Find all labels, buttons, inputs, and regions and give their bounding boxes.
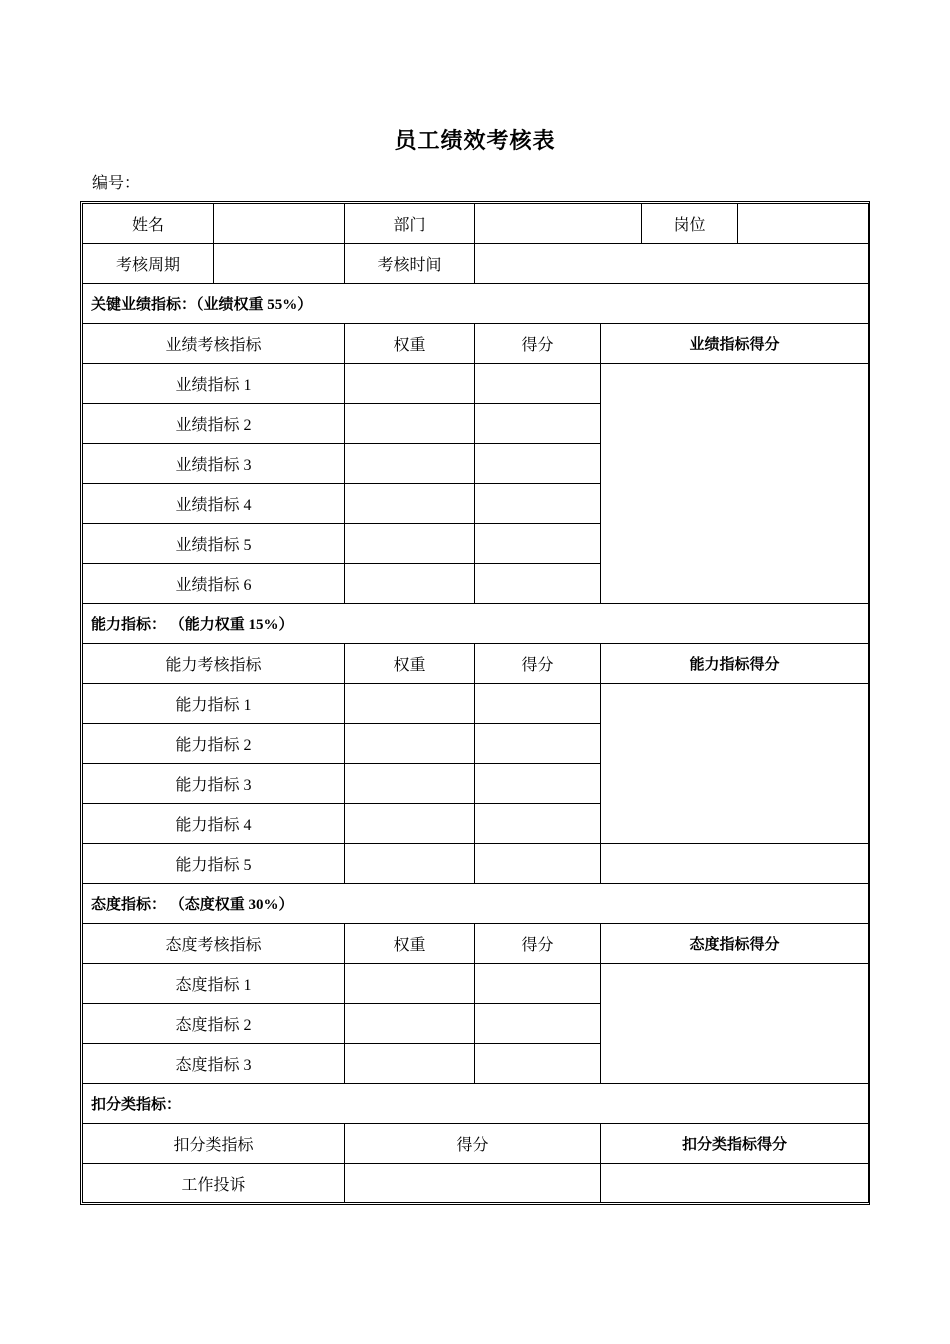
deduction-header-row (83, 1124, 869, 1164)
ability-indicator-1: 能力指标 1 (83, 684, 345, 724)
weight-field[interactable] (345, 564, 475, 604)
department-field[interactable] (475, 204, 642, 244)
weight-field[interactable] (345, 724, 475, 764)
score-field[interactable] (345, 1164, 601, 1203)
attitude-weight-header: 权重 (345, 924, 475, 964)
score-field[interactable] (475, 364, 601, 404)
weight-field[interactable] (345, 444, 475, 484)
ability-indicator-2: 能力指标 2 (83, 724, 345, 764)
score-field[interactable] (475, 1044, 601, 1084)
performance-header-row (83, 324, 869, 364)
score-field[interactable] (475, 844, 601, 884)
time-label: 考核时间 (345, 244, 475, 284)
attitude-indicator-2: 态度指标 2 (83, 1004, 345, 1044)
performance-section-title: 关键业绩指标：（业绩权重 55%） (83, 284, 869, 324)
performance-score-header: 得分 (475, 324, 601, 364)
weight-field[interactable] (345, 404, 475, 444)
attitude-indicator-header: 态度考核指标 (83, 924, 345, 964)
ability-indicator-4: 能力指标 4 (83, 804, 345, 844)
score-field[interactable] (475, 524, 601, 564)
appraisal-form (80, 201, 870, 1205)
department-label: 部门 (345, 204, 475, 244)
appraisal-table (82, 203, 869, 1203)
deduction-indicator-header: 扣分类指标 (83, 1124, 345, 1164)
performance-indicator-4: 业绩指标 4 (83, 484, 345, 524)
ability-indicator-5: 能力指标 5 (83, 844, 345, 884)
score-field[interactable] (475, 444, 601, 484)
deduction-total-field[interactable] (601, 1164, 869, 1203)
name-field[interactable] (214, 204, 345, 244)
ability-section-title: 能力指标： （能力权重 15%） (83, 604, 869, 644)
weight-field[interactable] (345, 684, 475, 724)
time-field[interactable] (475, 244, 869, 284)
deduction-indicator-1: 工作投诉 (83, 1164, 345, 1203)
attitude-indicator-1: 态度指标 1 (83, 964, 345, 1004)
ability-total-field[interactable] (601, 684, 869, 844)
performance-indicator-2: 业绩指标 2 (83, 404, 345, 444)
attitude-section-row (83, 884, 869, 924)
period-label: 考核周期 (83, 244, 214, 284)
name-label: 姓名 (83, 204, 214, 244)
weight-field[interactable] (345, 1004, 475, 1044)
score-field[interactable] (475, 964, 601, 1004)
weight-field[interactable] (345, 804, 475, 844)
attitude-header-row (83, 924, 869, 964)
ability-score-header: 得分 (475, 644, 601, 684)
position-field[interactable] (738, 204, 869, 244)
info-row-2 (83, 244, 869, 284)
weight-field[interactable] (345, 1044, 475, 1084)
info-row-1 (83, 204, 869, 244)
weight-field[interactable] (345, 964, 475, 1004)
attitude-indicator-3: 态度指标 3 (83, 1044, 345, 1084)
score-field[interactable] (475, 764, 601, 804)
deduction-total-header: 扣分类指标得分 (601, 1124, 869, 1164)
ability-section-row (83, 604, 869, 644)
deduction-score-header: 得分 (345, 1124, 601, 1164)
score-field[interactable] (475, 804, 601, 844)
table-row (83, 364, 869, 404)
ability-indicator-3: 能力指标 3 (83, 764, 345, 804)
table-row (83, 1164, 869, 1203)
performance-section-row (83, 284, 869, 324)
table-row (83, 964, 869, 1004)
ability-header-row (83, 644, 869, 684)
performance-indicator-5: 业绩指标 5 (83, 524, 345, 564)
performance-indicator-header: 业绩考核指标 (83, 324, 345, 364)
performance-total-header: 业绩指标得分 (601, 324, 869, 364)
attitude-score-header: 得分 (475, 924, 601, 964)
serial-number-label: 编号： (92, 175, 141, 192)
score-field[interactable] (475, 1004, 601, 1044)
score-field[interactable] (475, 564, 601, 604)
weight-field[interactable] (345, 764, 475, 804)
performance-weight-header: 权重 (345, 324, 475, 364)
score-field[interactable] (475, 684, 601, 724)
ability-weight-header: 权重 (345, 644, 475, 684)
performance-indicator-6: 业绩指标 6 (83, 564, 345, 604)
period-field[interactable] (214, 244, 345, 284)
attitude-total-header: 态度指标得分 (601, 924, 869, 964)
score-field[interactable] (475, 404, 601, 444)
performance-indicator-3: 业绩指标 3 (83, 444, 345, 484)
weight-field[interactable] (345, 844, 475, 884)
table-row (83, 684, 869, 724)
weight-field[interactable] (345, 484, 475, 524)
performance-total-field[interactable] (601, 364, 869, 604)
ability-total-header: 能力指标得分 (601, 644, 869, 684)
ability-indicator-header: 能力考核指标 (83, 644, 345, 684)
performance-indicator-1: 业绩指标 1 (83, 364, 345, 404)
page-title: 员工绩效考核表 (394, 128, 556, 153)
attitude-total-field[interactable] (601, 964, 869, 1084)
weight-field[interactable] (345, 364, 475, 404)
position-label: 岗位 (642, 204, 738, 244)
score-field[interactable] (475, 484, 601, 524)
table-row (83, 844, 869, 884)
deduction-section-row (83, 1084, 869, 1124)
attitude-section-title: 态度指标： （态度权重 30%） (83, 884, 869, 924)
deduction-section-title: 扣分类指标： (83, 1084, 869, 1124)
score-field[interactable] (475, 724, 601, 764)
ability-extra-field[interactable] (601, 844, 869, 884)
weight-field[interactable] (345, 524, 475, 564)
